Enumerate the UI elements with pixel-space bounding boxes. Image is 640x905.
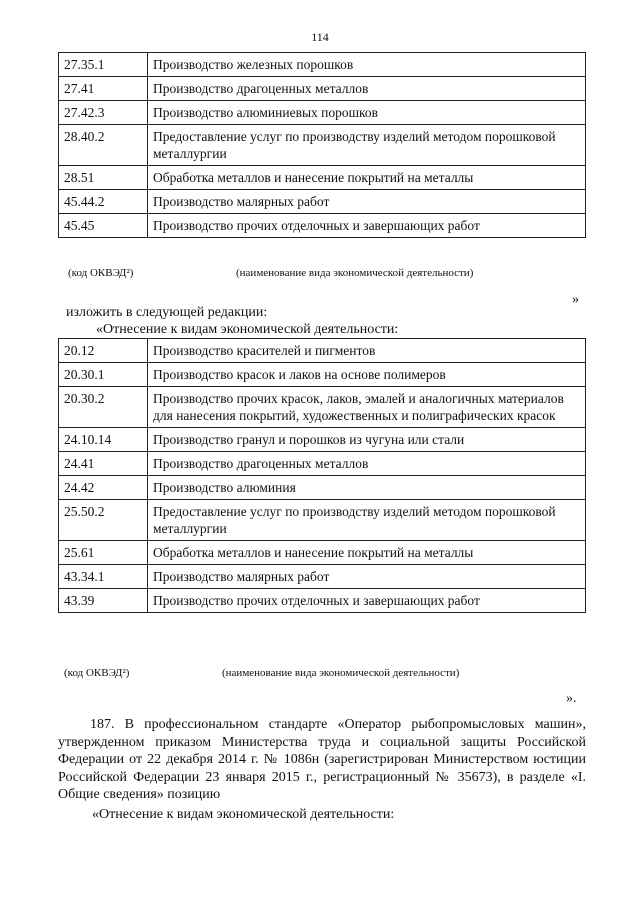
okved-code: 27.35.1 <box>59 53 148 77</box>
activity-name: Производство драгоценных металлов <box>148 77 586 101</box>
table-row <box>59 565 586 589</box>
paragraph-last-line: «Отнесение к видам экономической деятельности: <box>92 807 395 822</box>
table-row <box>59 541 586 565</box>
paragraph-187: 187. В профессиональном стандарте «Оператор рыбопромысловых машин», утвержденном приказом Министерства труда и социальной защиты Российской Федерации от 22 декабря 2014 г. № 1086н (зарегистрирован Министерством юстиции Российской Федерации 23 января 2015 г., регистрационный № 35673), в разделе «I. Общие сведения» позицию <box>58 717 586 802</box>
activity-name: Предоставление услуг по производству изделий методом порошковой металлургии <box>148 125 586 166</box>
okved-code: 27.41 <box>59 77 148 101</box>
okved-code: 28.40.2 <box>59 125 148 166</box>
page-number: 114 <box>311 30 329 44</box>
table-row <box>59 428 586 452</box>
activity-name: Обработка металлов и нанесение покрытий на металлы <box>148 541 586 565</box>
table-row <box>59 53 586 77</box>
table-row <box>59 387 586 428</box>
okved-code: 25.50.2 <box>59 500 148 541</box>
okved-table-new <box>58 338 586 613</box>
okved-code: 20.12 <box>59 339 148 363</box>
caption-code-2: (код ОКВЭД²) <box>64 667 130 679</box>
table-row <box>59 125 586 166</box>
okved-code: 20.30.1 <box>59 363 148 387</box>
okved-code: 24.41 <box>59 452 148 476</box>
table-row <box>59 452 586 476</box>
activity-name: Производство драгоценных металлов <box>148 452 586 476</box>
table-row <box>59 476 586 500</box>
activity-name: Производство малярных работ <box>148 190 586 214</box>
intro-heading: «Отнесение к видам экономической деятельности: <box>96 322 399 337</box>
okved-code: 28.51 <box>59 166 148 190</box>
activity-name: Производство прочих красок, лаков, эмалей и аналогичных материалов для нанесения покрытий, художественных и полиграфических красок <box>148 387 586 428</box>
okved-code: 20.30.2 <box>59 387 148 428</box>
okved-code: 45.45 <box>59 214 148 238</box>
activity-name: Производство прочих отделочных и завершающих работ <box>148 589 586 613</box>
okved-code: 24.10.14 <box>59 428 148 452</box>
closing-quote: » <box>572 292 579 307</box>
caption-name-2: (наименование вида экономической деятельности) <box>222 667 460 679</box>
activity-name: Предоставление услуг по производству изделий методом порошковой металлургии <box>148 500 586 541</box>
caption-code: (код ОКВЭД²) <box>68 267 134 279</box>
caption-name: (наименование вида экономической деятельности) <box>236 267 474 279</box>
closing-quote-2: ». <box>566 691 577 706</box>
table-row <box>59 363 586 387</box>
okved-code: 43.39 <box>59 589 148 613</box>
activity-name: Производство красок и лаков на основе полимеров <box>148 363 586 387</box>
activity-name: Производство алюминия <box>148 476 586 500</box>
intro-line: изложить в следующей редакции: <box>66 305 268 320</box>
okved-code: 27.42.3 <box>59 101 148 125</box>
table-row <box>59 190 586 214</box>
okved-code: 24.42 <box>59 476 148 500</box>
activity-name: Производство красителей и пигментов <box>148 339 586 363</box>
table-row <box>59 589 586 613</box>
activity-name: Обработка металлов и нанесение покрытий на металлы <box>148 166 586 190</box>
okved-code: 45.44.2 <box>59 190 148 214</box>
table-row <box>59 77 586 101</box>
table-row <box>59 101 586 125</box>
activity-name: Производство прочих отделочных и завершающих работ <box>148 214 586 238</box>
okved-code: 25.61 <box>59 541 148 565</box>
table-row <box>59 500 586 541</box>
activity-name: Производство железных порошков <box>148 53 586 77</box>
activity-name: Производство алюминиевых порошков <box>148 101 586 125</box>
table-row <box>59 339 586 363</box>
okved-code: 43.34.1 <box>59 565 148 589</box>
okved-table-old <box>58 52 586 238</box>
activity-name: Производство малярных работ <box>148 565 586 589</box>
table-row <box>59 214 586 238</box>
activity-name: Производство гранул и порошков из чугуна или стали <box>148 428 586 452</box>
table-row <box>59 166 586 190</box>
